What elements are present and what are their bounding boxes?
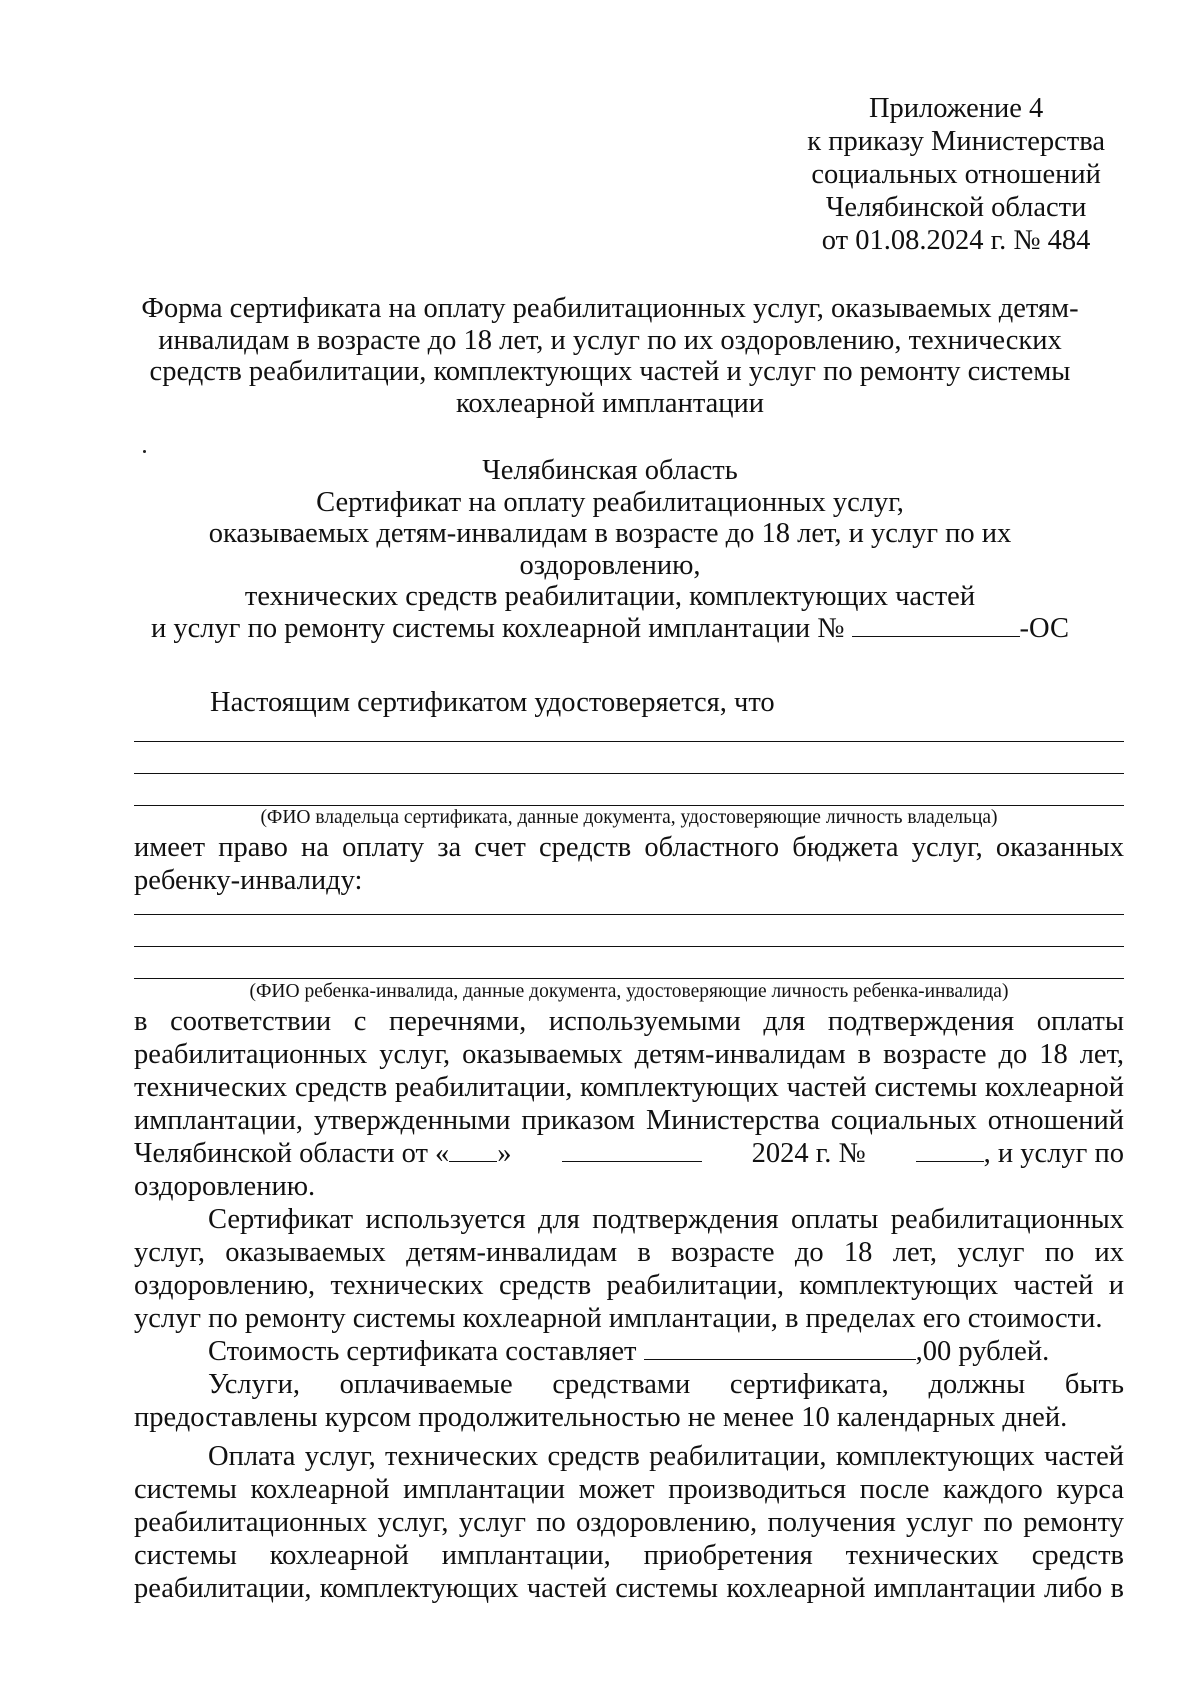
order-day-field[interactable]	[449, 1137, 497, 1162]
accordance-line-6: оздоровлению.	[134, 1171, 316, 1202]
certificate-heading-line-2: оказываемых детям-инвалидам в возрасте до 18 лет, и услуг по их	[208, 518, 1012, 549]
form-title-line-4: кохлеарной имплантации	[455, 387, 765, 419]
certificate-number-prefix: и услуг по ремонту системы кохлеарной имплантации №	[151, 612, 845, 644]
intro-text: Настоящим сертификатом удостоверяется, что	[210, 687, 775, 718]
accordance-paragraph	[134, 1005, 1124, 1137]
accordance-line-3: технических средств реабилитации, комплектующих частей системы кохлеарной	[134, 1072, 1124, 1103]
scan-speck	[143, 450, 146, 453]
usage-line-2: услуг, оказываемых детям-инвалидам в возрасте до 18 лет, услуг по их	[134, 1237, 1124, 1268]
owner-line-2[interactable]	[134, 773, 1124, 774]
order-number-group	[916, 1137, 1124, 1170]
child-caption: (ФИО ребенка-инвалида, данные документа, удостоверяющие личность ребенка-инвалида)	[249, 981, 1009, 1002]
order-month-field[interactable]	[562, 1137, 702, 1162]
payment-paragraph	[134, 1440, 1124, 1605]
order-services-tail: , и услуг по	[983, 1138, 1124, 1169]
cost-suffix: ,00 рублей.	[915, 1336, 1050, 1367]
payment-line-1: Оплата услуг, технических средств реабилитации, комплектующих частей	[208, 1441, 1124, 1472]
owner-line-3[interactable]	[134, 805, 1124, 806]
form-title-line-2: инвалидам в возрасте до 18 лет, и услуг по их оздоровлению, технических	[158, 324, 1062, 356]
cost-amount-field[interactable]	[644, 1337, 916, 1360]
form-title-line-1: Форма сертификата на оплату реабилитационных услуг, оказываемых детям-	[141, 293, 1079, 324]
services-line-1: Услуги, оплачиваемые средствами сертификата, должны быть	[208, 1369, 1124, 1400]
order-date-quote-close: »	[497, 1138, 512, 1169]
payment-line-2: системы кохлеарной имплантации может производиться после каждого курса	[134, 1474, 1124, 1505]
certificate-heading-line-3: оздоровлению,	[519, 549, 701, 581]
owner-line-1[interactable]	[134, 741, 1124, 742]
certificate-heading	[130, 455, 1090, 644]
order-number-field[interactable]	[916, 1137, 984, 1162]
appendix-number: Приложение 4	[868, 93, 1044, 124]
usage-paragraph	[134, 1203, 1124, 1335]
appendix-order-line: к приказу Министерства	[807, 126, 1105, 157]
form-title	[130, 293, 1090, 419]
form-title-line-3: средств реабилитации, комплектующих частей и услуг по ремонту системы	[149, 356, 1071, 387]
accordance-line-1: в соответствии с перечнями, используемыми для подтверждения оплаты	[134, 1006, 1124, 1037]
child-line-1[interactable]	[134, 914, 1124, 915]
right-paragraph	[134, 831, 1124, 897]
certificate-number-suffix: -ОС	[1019, 612, 1069, 644]
appendix-ministry-line: социальных отношений	[811, 159, 1101, 190]
certificate-region: Челябинская область	[482, 455, 738, 486]
child-line-3[interactable]	[134, 978, 1124, 979]
certificate-heading-line-4: технических средств реабилитации, комплектующих частей	[244, 581, 976, 612]
order-date-group	[134, 1137, 512, 1170]
child-line-2[interactable]	[134, 946, 1124, 947]
accordance-line-5	[134, 1137, 1124, 1170]
cost-prefix: Стоимость сертификата составляет	[208, 1336, 637, 1367]
usage-line-3: оздоровлению, технических средств реабилитации, комплектующих частей и	[134, 1270, 1124, 1301]
usage-line-1: Сертификат используется для подтверждения оплаты реабилитационных	[208, 1204, 1124, 1235]
services-line-2: предоставлены курсом продолжительностью не менее 10 календарных дней.	[134, 1402, 1068, 1433]
accordance-line-2: реабилитационных услуг, оказываемых детям-инвалидам в возрасте до 18 лет,	[134, 1039, 1124, 1070]
certificate-heading-line-1: Сертификат на оплату реабилитационных услуг,	[316, 486, 904, 518]
payment-line-5: реабилитации, комплектующих частей системы кохлеарной имплантации либо в	[134, 1573, 1124, 1604]
order-year-label: 2024 г. №	[751, 1138, 866, 1169]
owner-caption: (ФИО владельца сертификата, данные документа, удостоверяющие личность владельца)	[260, 807, 998, 828]
certificate-heading-line-5	[130, 613, 1090, 645]
services-paragraph	[134, 1368, 1124, 1434]
right-line-1: имеет право на оплату за счет средств областного бюджета услуг, оказанных	[134, 832, 1124, 863]
accordance-line-4: имплантации, утвержденными приказом Министерства социальных отношений	[134, 1105, 1124, 1136]
usage-line-4: услуг по ремонту системы кохлеарной имплантации, в пределах его стоимости.	[134, 1303, 1103, 1334]
appendix-date-number: от 01.08.2024 г. № 484	[821, 225, 1091, 256]
right-line-2: ребенку-инвалиду:	[134, 865, 363, 896]
payment-line-3: реабилитационных услуг, услуг по оздоровлению, получения услуг по ремонту	[134, 1507, 1124, 1538]
appendix-region-line: Челябинской области	[825, 192, 1087, 223]
certificate-number-field[interactable]	[852, 614, 1020, 637]
order-date-prefix: Челябинской области от «	[134, 1138, 450, 1169]
appendix-reference	[807, 92, 1105, 257]
cost-line	[208, 1335, 1049, 1368]
payment-line-4: системы кохлеарной имплантации, приобретения технических средств	[134, 1540, 1124, 1571]
